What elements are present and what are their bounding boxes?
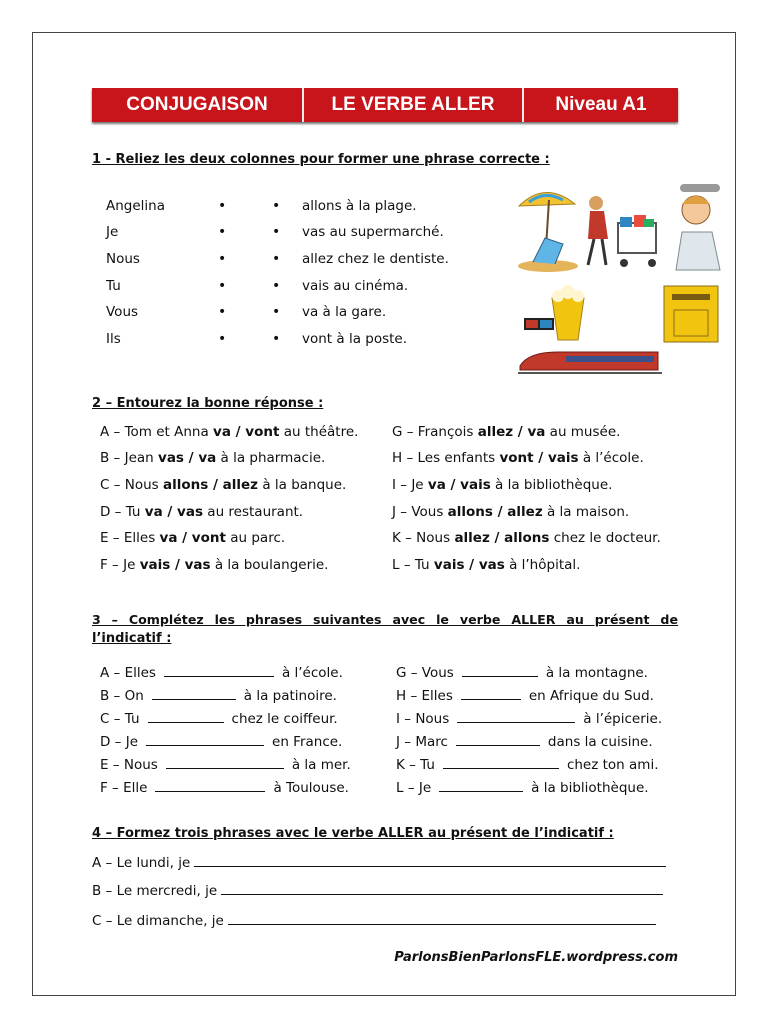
sentence-start: B – On	[100, 688, 144, 704]
beach-chair-umbrella-image	[515, 186, 581, 274]
subject: Angelina	[106, 198, 165, 214]
answer-blank[interactable]	[456, 734, 540, 746]
answer-blank[interactable]	[152, 688, 236, 700]
sentence-part: C – Nous	[100, 477, 163, 493]
sentence-end: chez le coiffeur.	[231, 711, 338, 727]
choice-option[interactable]: va	[527, 424, 546, 440]
ex2-item	[392, 424, 620, 440]
ex2-title: 2 – Entourez la bonne réponse :	[92, 396, 324, 411]
train-image	[518, 344, 662, 376]
ex1-title: 1 - Reliez les deux colonnes pour former une phrase correcte :	[92, 152, 550, 167]
subject: Vous	[106, 304, 139, 320]
sentence-start: D – Je	[100, 734, 139, 750]
banner-conjugaison: CONJUGAISON	[92, 88, 304, 122]
answer-line[interactable]	[221, 883, 663, 895]
sentence-part: au parc.	[225, 530, 286, 546]
ex3-item	[100, 780, 349, 796]
predicate: allez chez le dentiste.	[302, 251, 449, 267]
ex2-item	[100, 477, 346, 493]
sentence-part: /	[445, 477, 461, 493]
ex2-item	[100, 424, 358, 440]
ex3-item	[100, 665, 343, 681]
sentence-part: /	[513, 424, 528, 440]
choice-option[interactable]: va	[159, 530, 178, 546]
answer-line[interactable]	[228, 913, 656, 925]
sentence-part: E – Elles	[100, 530, 160, 546]
shopping-woman-image	[584, 193, 662, 273]
sentence-end: à la bibliothèque.	[531, 780, 649, 796]
choice-option[interactable]: vont	[191, 530, 226, 546]
sentence-part: à l’école.	[578, 450, 644, 466]
link-dot[interactable]: •	[218, 304, 227, 320]
link-dot[interactable]: •	[272, 331, 281, 347]
ex3-item	[100, 734, 342, 750]
link-dot[interactable]: •	[218, 224, 227, 240]
choice-option[interactable]: va	[198, 450, 217, 466]
sentence-part: I – Je	[392, 477, 428, 493]
ex2-item	[392, 504, 629, 520]
answer-blank[interactable]	[462, 665, 538, 677]
title-banner	[92, 88, 678, 122]
choice-option[interactable]: vais	[547, 450, 579, 466]
choice-option[interactable]: allez	[222, 477, 259, 493]
ex2-item	[100, 557, 328, 573]
ex2-item	[392, 477, 612, 493]
sentence-part: G – François	[392, 424, 478, 440]
sentence-end: à la montagne.	[545, 665, 648, 681]
ex3-item	[396, 780, 649, 796]
sentence-part: J – Vous	[392, 504, 448, 520]
answer-blank[interactable]	[461, 688, 521, 700]
sentence-part: /	[208, 477, 223, 493]
sentence-start: B – Le mercredi, je	[92, 883, 218, 899]
answer-blank[interactable]	[457, 711, 575, 723]
ex4-item	[92, 855, 666, 871]
predicate: vas au supermarché.	[302, 224, 444, 240]
sentence-end: à la patinoire.	[243, 688, 337, 704]
sentence-end: en Afrique du Sud.	[528, 688, 654, 704]
choice-option[interactable]: allons	[447, 504, 493, 520]
sentence-part: H – Les enfants	[392, 450, 500, 466]
sentence-part: /	[492, 504, 508, 520]
link-dot[interactable]: •	[272, 224, 281, 240]
choice-option[interactable]: allez	[477, 424, 514, 440]
link-dot[interactable]: •	[272, 304, 281, 320]
choice-option[interactable]: vais	[460, 477, 491, 493]
sentence-end: chez ton ami.	[566, 757, 659, 773]
ex3-item	[396, 665, 648, 681]
sentence-part: chez le docteur.	[549, 530, 661, 546]
choice-option[interactable]: allez	[454, 530, 490, 546]
sentence-part: D – Tu	[100, 504, 145, 520]
predicate: vont à la poste.	[302, 331, 408, 347]
answer-line[interactable]	[194, 855, 666, 867]
answer-blank[interactable]	[155, 780, 265, 792]
sentence-start: C – Le dimanche, je	[92, 913, 224, 929]
sentence-part: à la banque.	[258, 477, 347, 493]
choice-option[interactable]: vas	[184, 557, 211, 573]
sentence-start: I – Nous	[396, 711, 450, 727]
choice-option[interactable]: allez	[507, 504, 543, 520]
ex3-item	[396, 688, 654, 704]
ex2-item	[100, 504, 303, 520]
ex2-item	[392, 530, 661, 546]
ex4-title: 4 – Formez trois phrases avec le verbe ALLER au présent de l’indicatif :	[92, 826, 614, 841]
answer-blank[interactable]	[164, 665, 274, 677]
ex2-item	[392, 450, 644, 466]
link-dot[interactable]: •	[218, 278, 227, 294]
sentence-part: /	[162, 504, 178, 520]
answer-blank[interactable]	[148, 711, 224, 723]
sentence-part: /	[170, 557, 185, 573]
sentence-start: A – Elles	[100, 665, 156, 681]
sentence-end: à l’épicerie.	[583, 711, 663, 727]
sentence-end: à la mer.	[291, 757, 351, 773]
ex2-item	[100, 450, 325, 466]
link-dot[interactable]: •	[272, 251, 281, 267]
choice-option[interactable]: va	[427, 477, 446, 493]
subject: Je	[106, 224, 119, 240]
sentence-end: à Toulouse.	[273, 780, 349, 796]
sentence-start: F – Elle	[100, 780, 148, 796]
sentence-part: /	[489, 530, 505, 546]
sentence-part: B – Jean	[100, 450, 159, 466]
sentence-start: C – Tu	[100, 711, 140, 727]
ex2-item	[392, 557, 580, 573]
ex3-title-line1: 3 – Complétez les phrases suivantes avec le verbe ALLER au présent de	[92, 612, 678, 627]
choice-option[interactable]: vas	[478, 557, 505, 573]
sentence-part: /	[533, 450, 548, 466]
sentence-start: K – Tu	[396, 757, 435, 773]
sentence-part: /	[183, 450, 199, 466]
subject: Tu	[106, 278, 121, 294]
ex4-item	[92, 883, 663, 899]
ex3-item	[396, 734, 653, 750]
answer-blank[interactable]	[443, 757, 559, 769]
subject: Nous	[106, 251, 140, 267]
sentence-start: G – Vous	[396, 665, 454, 681]
sentence-end: dans la cuisine.	[547, 734, 653, 750]
sentence-part: F – Je	[100, 557, 140, 573]
banner-niveau: Niveau A1	[524, 88, 678, 122]
sentence-part: à la maison.	[542, 504, 630, 520]
ex3-item	[396, 711, 662, 727]
answer-blank[interactable]	[439, 780, 523, 792]
predicate: vais au cinéma.	[302, 278, 409, 294]
sentence-part: au restaurant.	[203, 504, 304, 520]
predicate: allons à la plage.	[302, 198, 417, 214]
choice-option[interactable]: vais	[433, 557, 465, 573]
footer-website: ParlonsBienParlonsFLE.wordpress.com	[394, 950, 678, 965]
sentence-part: /	[230, 424, 246, 440]
sentence-part: à la bibliothèque.	[490, 477, 613, 493]
sentence-start: A – Le lundi, je	[92, 855, 191, 871]
post-box-image	[662, 284, 720, 344]
ex3-item	[100, 757, 351, 773]
sentence-part: /	[464, 557, 479, 573]
ex3-title-line2: l’indicatif :	[92, 631, 172, 646]
choice-option[interactable]: allons	[163, 477, 209, 493]
link-dot[interactable]: •	[218, 331, 227, 347]
banner-verbe: LE VERBE ALLER	[304, 88, 524, 122]
link-dot[interactable]: •	[272, 198, 281, 214]
sentence-start: J – Marc	[396, 734, 448, 750]
ex2-item	[100, 530, 285, 546]
ex3-item	[396, 757, 658, 773]
link-dot[interactable]: •	[272, 278, 281, 294]
choice-option[interactable]: vont	[245, 424, 280, 440]
choice-option[interactable]: vas	[158, 450, 184, 466]
dentist-image	[668, 182, 728, 274]
answer-blank[interactable]	[166, 757, 284, 769]
sentence-end: à l’école.	[281, 665, 343, 681]
predicate: va à la gare.	[302, 304, 387, 320]
ex4-item	[92, 913, 656, 929]
sentence-end: en France.	[272, 734, 343, 750]
link-dot[interactable]: •	[218, 251, 227, 267]
choice-option[interactable]: allons	[504, 530, 550, 546]
link-dot[interactable]: •	[218, 198, 227, 214]
sentence-start: L – Je	[396, 780, 432, 796]
sentence-part: au musée.	[545, 424, 621, 440]
choice-option[interactable]: vas	[177, 504, 203, 520]
subject: Ils	[106, 331, 121, 347]
ex3-item	[100, 688, 337, 704]
sentence-part: A – Tom et Anna	[100, 424, 214, 440]
answer-blank[interactable]	[146, 734, 264, 746]
choice-option[interactable]: va	[144, 504, 163, 520]
sentence-part: au théâtre.	[279, 424, 359, 440]
ex3-item	[100, 711, 338, 727]
sentence-part: à l’hôpital.	[504, 557, 581, 573]
choice-option[interactable]: vais	[139, 557, 171, 573]
choice-option[interactable]: va	[213, 424, 231, 440]
cinema-popcorn-image	[522, 284, 594, 344]
sentence-part: K – Nous	[392, 530, 455, 546]
choice-option[interactable]: vont	[499, 450, 534, 466]
sentence-part: L – Tu	[392, 557, 434, 573]
sentence-part: à la boulangerie.	[210, 557, 329, 573]
sentence-start: H – Elles	[396, 688, 453, 704]
sentence-part: /	[177, 530, 192, 546]
sentence-start: E – Nous	[100, 757, 158, 773]
sentence-part: à la pharmacie.	[216, 450, 326, 466]
